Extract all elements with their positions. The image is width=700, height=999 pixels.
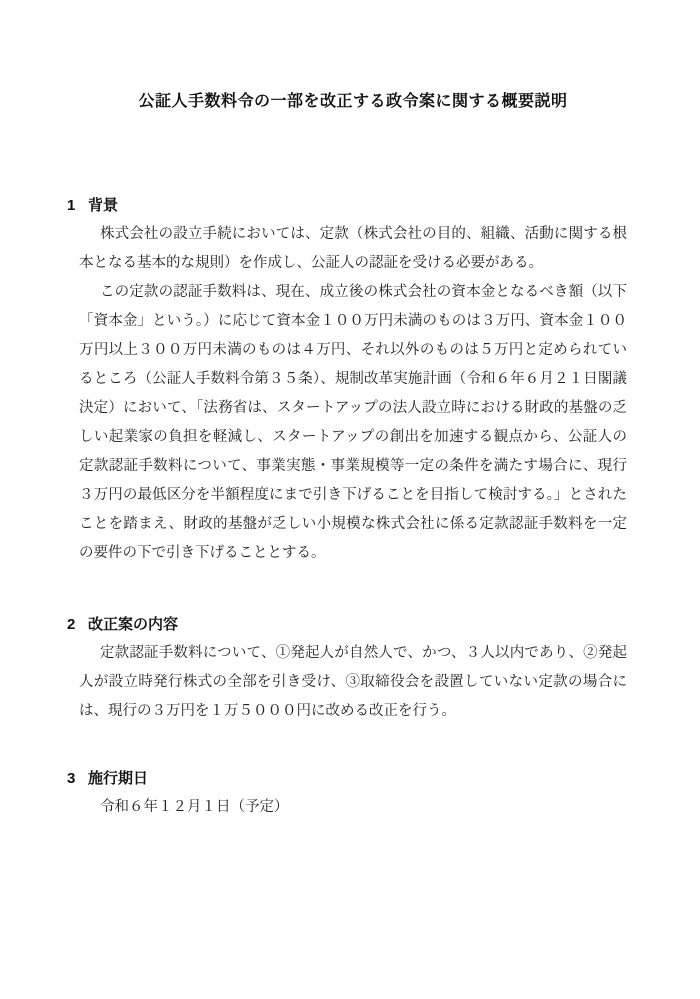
paragraph: 定款認証手数料について、①発起人が自然人で、かつ、３人以内であり、②発起人が設立時発行株式の全部を引き受け、③取締役会を設置していない定款の場合には、現行の３万円を１万５０００円に改める改正を行う。 xyxy=(79,645,627,719)
paragraph: 令和６年１２月１日（予定） xyxy=(100,799,289,815)
section-heading-text: 改正案の内容 xyxy=(88,616,179,633)
section-amendment-content xyxy=(67,610,627,726)
section-number: 1 xyxy=(67,197,76,214)
section-heading-text: 背景 xyxy=(88,197,119,214)
section-heading-text: 施行期日 xyxy=(88,770,149,787)
paragraph: この定款の認証手数料は、現在、成立後の株式会社の資本金となるべき額（以下「資本金」という。）に応じて資本金１００万円未満のものは３万円、資本金１００万円以上３００万円未満のものは４万円、それ以外のものは５万円と定められているところ（公証人手数料令第３５条）、規制改革実施計画（令和６年６月２１日閣議決定）において、「法務省は、スタートアップの法人設立時における財政的基盤の乏しい起業家の負担を軽減し、スタートアップの創出を加速する観点から、公証人の定款認証手数料について、事業実態・事業規模等一定の条件を満たす場合に、現行３万円の最低区分を半額程度にまで引き下げることを目指して検討する。」とされたことを踏まえ、財政的基盤が乏しい小規模な株式会社に係る定款認証手数料を一定の要件の下で引き下げることとする。 xyxy=(79,284,627,561)
section-amendment-heading xyxy=(67,610,627,639)
section-effective-date-heading xyxy=(67,764,627,793)
section-effective-date xyxy=(67,764,627,822)
section-background-heading xyxy=(67,191,627,220)
section-number: 2 xyxy=(67,616,76,633)
paragraph: 株式会社の設立手続においては、定款（株式会社の目的、組織、活動に関する根本となる基本的な規則）を作成し、公証人の認証を受ける必要がある。 xyxy=(79,226,627,271)
section-number: 3 xyxy=(67,770,76,787)
document-title: 公証人手数料令の一部を改正する政令案に関する概要説明 xyxy=(138,93,568,110)
section-background xyxy=(67,191,627,568)
